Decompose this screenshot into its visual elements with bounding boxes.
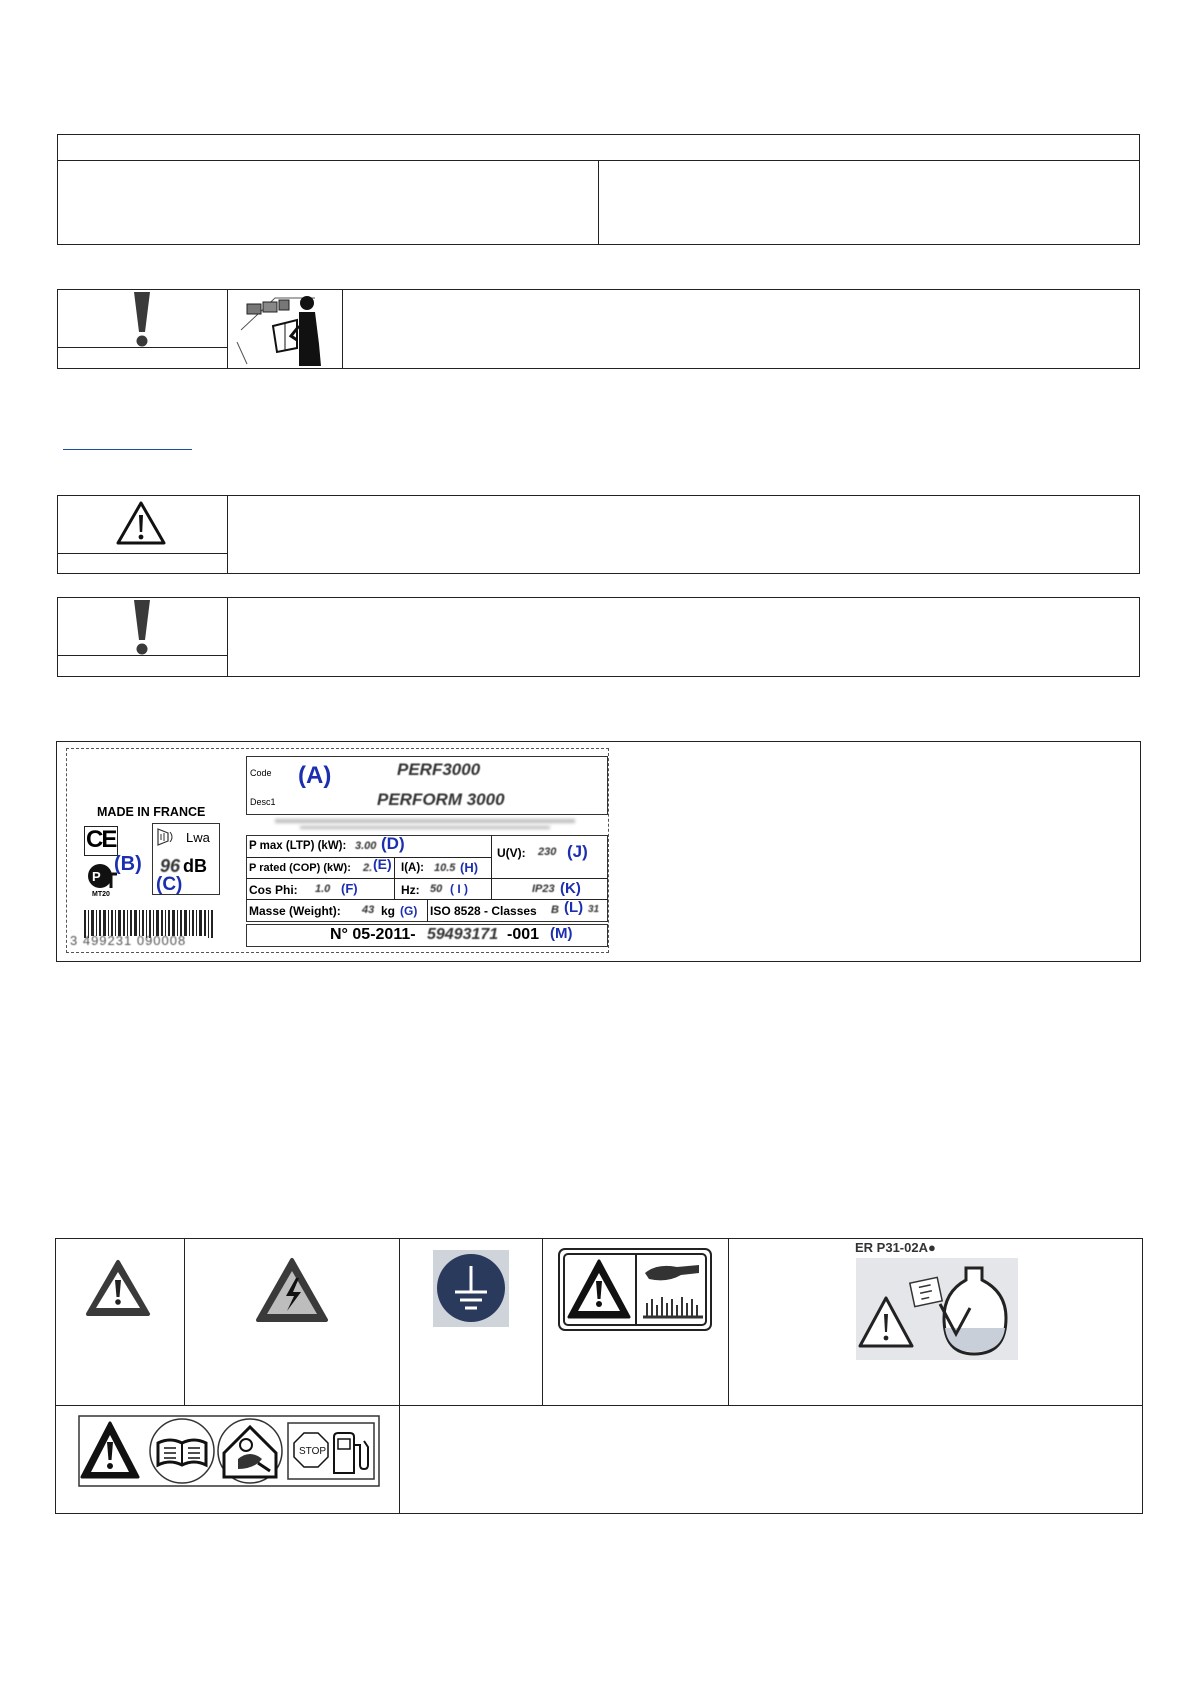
mass-unit: kg: [381, 904, 396, 918]
spec-col-line: [394, 857, 395, 899]
pictogram-col-line: [399, 1238, 400, 1514]
pictogram-ref-code: ER P31-02A●: [855, 1240, 936, 1255]
warning-label-line: [57, 553, 227, 554]
marker-e: (E): [373, 856, 392, 872]
mass-label: Masse (Weight):: [249, 904, 341, 918]
marker-k: (K): [560, 880, 581, 897]
note-divider-1: [227, 289, 228, 369]
blurred-description-line: [300, 826, 550, 829]
spec-row-line: [246, 878, 608, 879]
reading-manual-icon: [233, 290, 338, 368]
important-note-box: [57, 289, 1140, 369]
db-unit: dB: [183, 856, 207, 876]
stop-sign-text: STOP: [299, 1446, 327, 1457]
iso-label: ISO 8528 - Classes: [430, 904, 537, 918]
ip-value: IP23: [532, 883, 555, 895]
marker-j: (J): [567, 842, 588, 861]
current-value: 10.5: [434, 862, 456, 874]
spec-col-line: [427, 899, 428, 922]
caution-box: [57, 597, 1140, 677]
marker-i: ( I ): [450, 882, 468, 896]
hz-value: 50: [430, 883, 443, 895]
marker-b: (B): [114, 853, 142, 875]
exclamation-icon: [131, 598, 153, 656]
blurred-description-line: [275, 819, 575, 823]
pmax-value: 3.00: [355, 840, 377, 852]
sound-power-icon: [156, 827, 176, 847]
made-in-label: MADE IN FRANCE: [97, 805, 206, 819]
iso-suffix: 31: [588, 904, 600, 915]
cosphi-value: 1.0: [315, 883, 331, 895]
hot-surface-warning-icon: [557, 1247, 713, 1332]
ce-mark-text: CE: [86, 826, 116, 853]
marker-m: (M): [550, 925, 573, 942]
spec-col-line: [491, 835, 492, 878]
prated-label: P rated (COP) (kW):: [249, 862, 351, 874]
marker-h: (H): [460, 860, 479, 875]
serial-suffix: -001: [507, 926, 540, 943]
marker-c: (C): [156, 874, 183, 895]
marker-f: (F): [341, 881, 358, 896]
exclamation-icon: [131, 290, 153, 348]
warning-box: [57, 495, 1140, 574]
marker-a: (A): [298, 762, 332, 789]
serial-prefix: N° 05-2011-: [330, 926, 416, 943]
spec-col-line: [491, 878, 492, 899]
code-label: Code: [250, 768, 272, 778]
cosphi-label: Cos Phi:: [249, 883, 298, 897]
oil-tank-warning-icon: [856, 1258, 1018, 1360]
svg-text:P: P: [92, 869, 101, 884]
caution-divider: [227, 597, 228, 677]
lwa-label: Lwa: [186, 830, 210, 845]
serial-middle: 59493171: [427, 926, 499, 943]
iso-value: B: [551, 904, 559, 916]
mt-mark: MT20: [92, 891, 110, 898]
marker-l: (L): [564, 899, 584, 916]
header-table-column-divider: [598, 160, 599, 245]
pmax-label: P max (LTP) (kW):: [249, 840, 347, 852]
code-value: PERF3000: [397, 760, 481, 779]
warning-divider: [227, 495, 228, 574]
pictogram-col-line: [542, 1238, 543, 1405]
desc-label: Desc1: [250, 797, 276, 807]
voltage-label: U(V):: [497, 846, 526, 860]
marker-g: (G): [400, 904, 418, 918]
hz-label: Hz:: [401, 883, 420, 897]
general-warning-icon: [84, 1258, 152, 1318]
desc-value: PERFORM 3000: [377, 790, 505, 809]
voltage-value: 230: [538, 846, 557, 858]
current-label: I(A):: [401, 862, 424, 874]
spec-row-line: [246, 857, 491, 858]
safety-pictogram-strip: [78, 1415, 380, 1487]
link-underline[interactable]: [63, 449, 192, 450]
note-divider-2: [342, 289, 343, 369]
barcode-digits: 3 499231 090008: [70, 933, 187, 948]
mass-value: 43: [362, 904, 375, 916]
warning-triangle-icon: [115, 500, 167, 546]
db-value: 96: [160, 856, 181, 876]
marker-d: (D): [381, 834, 405, 853]
electric-hazard-icon: [254, 1256, 330, 1324]
pictogram-col-line: [728, 1238, 729, 1405]
pictogram-col-line: [184, 1238, 185, 1405]
earth-ground-icon: [433, 1250, 509, 1327]
prated-value: 2.: [363, 862, 373, 874]
pictogram-row-line: [55, 1405, 1143, 1406]
